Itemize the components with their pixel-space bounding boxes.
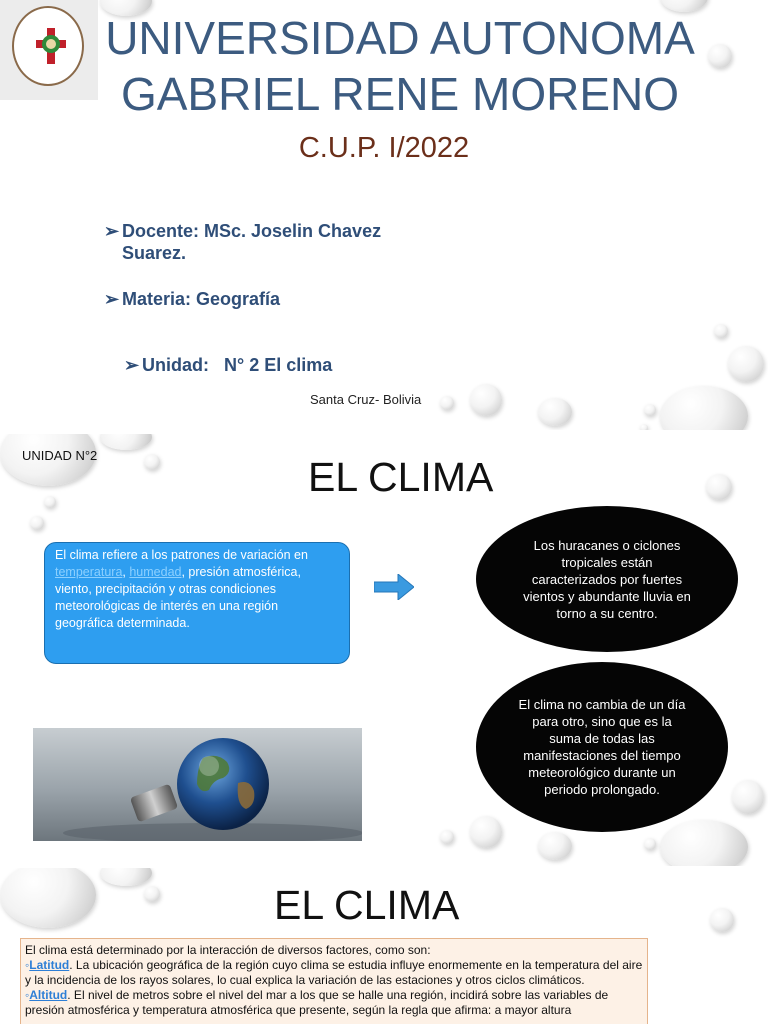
water-drop	[714, 324, 728, 338]
definition-text-cont: , presión atmosférica, viento, precipitación y otras condiciones meteorológicas de interés en una región geográfica determinada.	[55, 565, 301, 630]
right-arrow-icon	[374, 574, 414, 600]
location-text: Santa Cruz- Bolivia	[310, 392, 422, 407]
logo-seal	[12, 6, 84, 86]
earth-bulb-icon	[33, 728, 362, 841]
water-drop	[640, 424, 648, 430]
earth-lightbulb-image	[33, 728, 362, 841]
water-drop	[0, 868, 96, 928]
water-drop	[732, 780, 764, 814]
slide-title: EL CLIMA	[274, 882, 460, 928]
bullet-dot-icon: ◦	[25, 958, 30, 972]
water-drop	[538, 832, 572, 860]
water-drop	[30, 516, 44, 530]
docente-text-cont: Suarez.	[122, 243, 187, 263]
water-drop	[538, 398, 572, 426]
water-drop	[144, 454, 160, 470]
materia-bullet	[104, 288, 280, 310]
water-drop	[644, 404, 656, 416]
water-drop	[440, 830, 454, 844]
altitud-link[interactable]: Altitud	[29, 988, 68, 1002]
bullet-arrow-icon: ➢	[124, 355, 140, 375]
definition-text: El clima refiere a los patrones de variación en	[55, 548, 308, 562]
water-drop	[470, 384, 502, 416]
water-drop	[470, 816, 502, 848]
water-drop	[660, 386, 748, 430]
title-line-1: UNIVERSIDAD AUTONOMA	[105, 12, 695, 64]
water-drop	[660, 820, 748, 866]
water-drop	[44, 496, 56, 508]
bullet-arrow-icon: ➢	[104, 289, 120, 309]
bullet-dot-icon: ◦	[25, 988, 30, 1002]
docente-bullet	[104, 220, 381, 264]
water-drop	[710, 908, 734, 932]
temperatura-link[interactable]: temperatura	[55, 565, 123, 579]
bullet-arrow-icon: ➢	[104, 221, 120, 241]
hurricane-oval	[476, 506, 738, 652]
university-logo	[0, 0, 98, 100]
latitud-link[interactable]: Latitud	[29, 958, 70, 972]
materia-text: Materia: Geografía	[122, 289, 281, 309]
unidad-text: Unidad: N° 2 El clima	[142, 355, 333, 375]
university-title	[100, 10, 700, 122]
water-drop	[728, 346, 764, 382]
title-line-2: GABRIEL RENE MORENO	[120, 68, 680, 120]
hurricane-text: Los huracanes o ciclones tropicales están caracterizados por fuertes vientos y abundante lluvia en torno a su centro.	[523, 537, 691, 621]
cover-slide	[0, 0, 768, 430]
climate-duration-oval	[476, 662, 728, 832]
climate-factors-slide	[0, 868, 768, 1024]
factors-text-box	[20, 938, 648, 1024]
climate-duration-text: El clima no cambia de un día para otro, sino que es la suma de todas las manifestaciones del tiempo meteorológico durante un periodo prolongado.	[518, 697, 686, 797]
water-drop	[644, 838, 656, 850]
definition-box	[44, 542, 350, 664]
water-drop	[144, 886, 160, 902]
latitud-text: . La ubicación geográfica de la región cuyo clima se estudia influye enormemente en la temperatura del aire y la incidencia de los rayos solares, lo cual explica la variación de las estaciones y otros ciclos climáticos.	[25, 958, 643, 987]
water-drop	[100, 868, 152, 886]
latitud-paragraph	[25, 958, 643, 988]
slide-title: EL CLIMA	[308, 454, 494, 500]
comma-text: ,	[122, 565, 130, 579]
altitud-paragraph	[25, 988, 643, 1018]
altitud-text: . El nivel de metros sobre el nivel del mar a los que se halle una región, incidirá sobre las variables de presión atmosférica y temperatura atmosférica que presente, según la regla que afirma: a mayor altura	[25, 988, 609, 1017]
factors-intro: El clima está determinado por la interacción de diversos factores, como son:	[25, 943, 431, 957]
water-drop	[100, 434, 152, 450]
water-drop	[440, 396, 454, 410]
unit-label: UNIDAD N°2	[22, 448, 98, 463]
water-drop	[706, 474, 732, 500]
water-drop	[708, 44, 732, 68]
unidad-bullet	[104, 332, 332, 398]
docente-text: Docente: MSc. Joselin Chavez	[122, 221, 382, 241]
cross-emblem-icon	[34, 26, 68, 66]
climate-definition-slide	[0, 434, 768, 866]
humedad-link[interactable]: humedad	[129, 565, 182, 579]
course-code: C.U.P. I/2022	[298, 132, 470, 164]
